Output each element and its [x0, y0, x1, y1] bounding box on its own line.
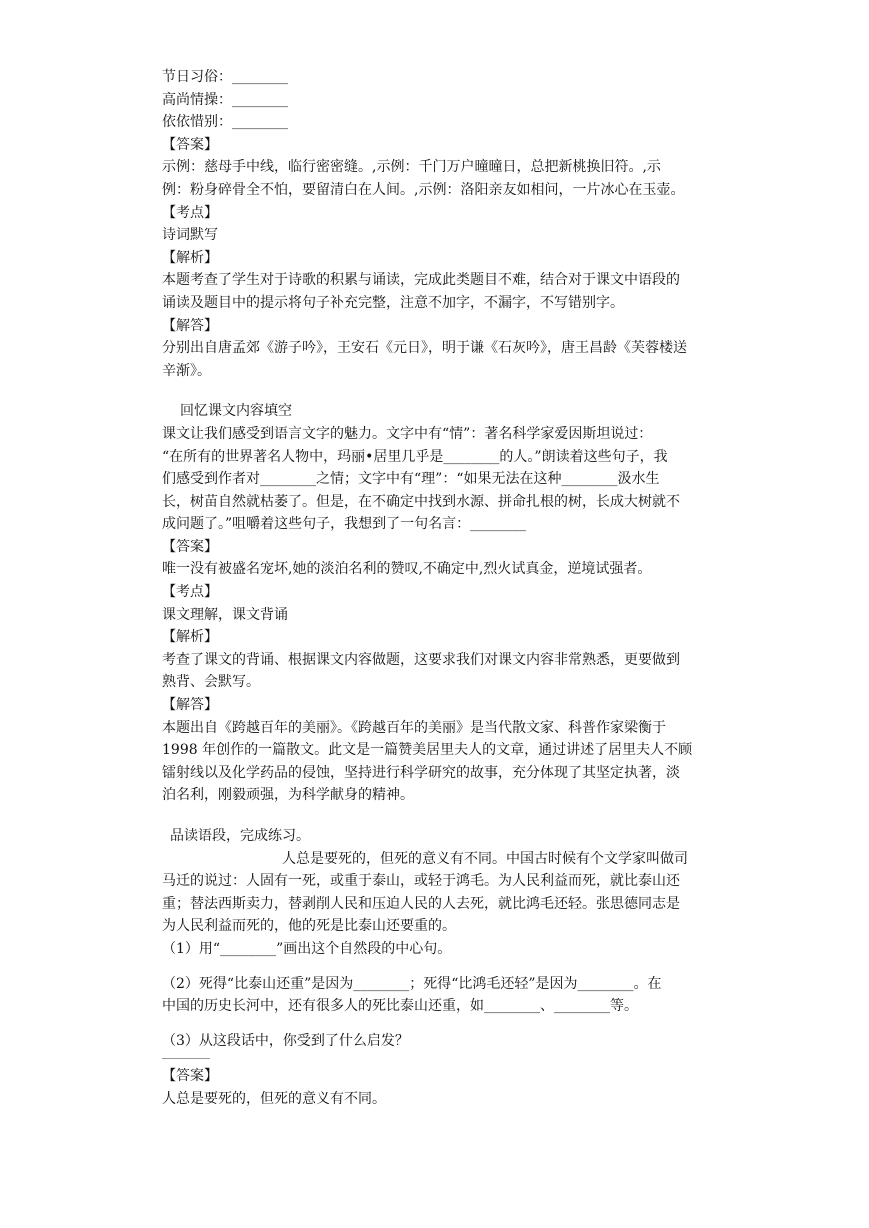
- passage-line: 重；替法西斯卖力，替剥削人民和压迫人民的人去死，就比鸿毛还轻。张思德同志是: [162, 895, 680, 912]
- answer-text: 唯一没有被盛名宠坏,她的淡泊名利的赞叹,不确定中,烈火试真金，逆境试强者。: [162, 561, 652, 578]
- solution-line: 辛渐》。: [162, 362, 211, 379]
- answer-label: 【答案】: [162, 136, 218, 153]
- section-title: 品读语段，完成练习。: [170, 828, 310, 844]
- analysis-line: 本题考查了学生对于诗歌的积累与诵读，完成此类题目不难，结合对于课文中语段的: [162, 272, 680, 289]
- solution-line: 镭射线以及化学药品的侵蚀，坚持进行科学研究的故事，充分体现了其坚定执著，淡: [162, 764, 680, 781]
- question-line: 们感受到作者对________之情；文字中有“理”：“如果无法在这种________汲水生: [162, 471, 660, 488]
- question-2-line: 中国的历史长河中，还有很多人的死比泰山还重，如________、________等。: [162, 998, 638, 1015]
- answer-line: 例：粉身碎骨全不怕，要留清白在人间。,示例：洛阳亲友如相问，一片冰心在玉壶。: [162, 181, 685, 198]
- section-poetry: [162, 66, 740, 382]
- point-label: 【考点】: [162, 584, 218, 601]
- blank-line-sentiment: 高尚情操：________: [162, 91, 288, 108]
- section-gap: [162, 807, 740, 825]
- passage-line: 为人民利益而死的，他的死是比泰山还要重的。: [162, 918, 456, 935]
- answer-label: 【答案】: [162, 1068, 218, 1085]
- answer-line: 示例：慈母手中线，临行密密缝。,示例：千门万户曈曈日，总把新桃换旧符。,示: [162, 159, 661, 176]
- section-title: 回忆课文内容填空: [180, 403, 292, 420]
- analysis-line: 考查了课文的背诵、根据课文内容做题，这要求我们对课文内容非常熟悉，更要做到: [162, 651, 680, 668]
- section-reading: [162, 825, 740, 1111]
- solution-line: 分别出自唐孟郊《游子吟》，王安石《元日》，明于谦《石灰吟》，唐王昌龄《芙蓉楼送: [162, 340, 687, 357]
- spacer: [162, 961, 740, 973]
- point-text: 课文理解，课文背诵: [162, 606, 288, 623]
- answer-underline: [162, 1058, 210, 1059]
- document-page: [162, 66, 740, 1111]
- spacer: [162, 1018, 740, 1030]
- section-recall: [162, 400, 740, 807]
- analysis-label: 【解析】: [162, 249, 218, 266]
- solution-label: 【解答】: [162, 697, 218, 714]
- blank-line-farewell: 依依惜别：________: [162, 114, 288, 131]
- solution-line: 1998 年创作的一篇散文。此文是一篇赞美居里夫人的文章，通过讲述了居里夫人不顾: [162, 742, 693, 759]
- passage-line: 马迁的说过：人固有一死，或重于泰山，或轻于鸿毛。为人民利益而死，就比泰山还: [162, 873, 680, 890]
- question-line: 课文让我们感受到语言文字的魅力。文字中有“情”：著名科学家爱因斯坦说过：: [162, 425, 653, 442]
- answer-text: 人总是要死的，但死的意义有不同。: [162, 1090, 386, 1107]
- question-1: （1）用“________”画出这个自然段的中心句。: [162, 940, 452, 957]
- passage-line: 人总是要死的，但死的意义有不同。中国古时候有个文学家叫做司: [282, 850, 688, 867]
- question-3: （3）从这段话中，你受到了什么启发？: [162, 1032, 409, 1049]
- question-line: 成问题了。”咀嚼着这些句子，我想到了一句名言：________: [162, 516, 527, 533]
- section-gap: [162, 382, 740, 400]
- analysis-label: 【解析】: [162, 629, 218, 646]
- question-line: “在所有的世界著名人物中，玛丽•居里几乎是________的人。”朗读着这些句子，我: [162, 448, 668, 465]
- point-label: 【考点】: [162, 204, 218, 221]
- solution-line: 本题出自《跨越百年的美丽》。《跨越百年的美丽》是当代散文家、科普作家梁衡于: [162, 719, 666, 736]
- analysis-line: 熟背、会默写。: [162, 674, 260, 691]
- analysis-line: 诵读及题目中的提示将句子补充完整，注意不加字，不漏字，不写错别字。: [162, 294, 624, 311]
- question-line: 长，树苗自然就枯萎了。但是，在不确定中找到水源、拼命扎根的树，长成大树就不: [162, 493, 680, 510]
- answer-label: 【答案】: [162, 538, 218, 555]
- blank-line-festival: 节日习俗：________: [162, 69, 288, 85]
- solution-line: 泊名利，刚毅顽强，为科学献身的精神。: [162, 787, 414, 804]
- solution-label: 【解答】: [162, 317, 218, 334]
- question-2-line: （2）死得“比泰山还重”是因为________；死得“比鸿毛还轻”是因为________。在: [162, 975, 662, 992]
- point-text: 诗词默写: [162, 227, 218, 244]
